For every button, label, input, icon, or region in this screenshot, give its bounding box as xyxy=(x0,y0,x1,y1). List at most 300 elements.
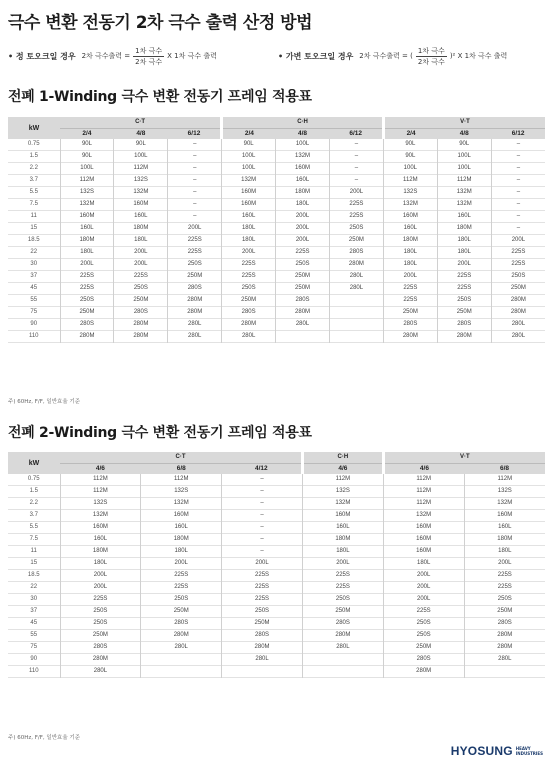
frame-cell: 200L xyxy=(168,223,222,235)
frame-cell: 180M xyxy=(497,536,513,542)
frame-cell: – xyxy=(222,486,303,498)
frame-cell: 225S xyxy=(222,570,303,582)
frame-cell: 132M xyxy=(222,175,276,187)
formula-lhs: 2차 극수출력 = ( xyxy=(359,52,413,60)
frame-cell: 280L xyxy=(302,642,383,654)
kw-cell: 3.7 xyxy=(8,510,60,522)
frame-cell: 225S xyxy=(383,295,437,307)
frame-cell: 112M xyxy=(437,175,491,187)
kw-cell: 15 xyxy=(8,223,60,235)
frame-cell: 225S xyxy=(329,199,383,211)
frame-cell: 280M xyxy=(497,644,513,650)
table-row xyxy=(8,594,545,606)
formula-rhs: X 1차 극수 출력 xyxy=(167,52,217,60)
frame-cell: 180L xyxy=(60,247,114,259)
group-header-ct: C·T xyxy=(60,117,222,129)
table-row xyxy=(8,235,545,247)
frame-cell: 100L xyxy=(437,151,491,163)
frame-cell xyxy=(222,666,303,678)
table-row xyxy=(8,223,545,235)
frame-cell: 280L xyxy=(141,642,222,654)
kw-cell: 110 xyxy=(8,331,60,343)
frame-cell xyxy=(302,666,383,678)
frame-cell: 90L xyxy=(60,139,114,151)
formula-row xyxy=(8,42,548,70)
kw-cell: 75 xyxy=(8,642,60,654)
frame-cell: 225S xyxy=(497,584,512,590)
frame-cell: 200L xyxy=(114,247,168,259)
frame-cell: 280M xyxy=(222,319,276,331)
frame-cell: 280S xyxy=(222,307,276,319)
frame-cell: 160L xyxy=(302,522,383,534)
frame-cell: 112M xyxy=(60,175,114,187)
frame-cell: 200L xyxy=(437,259,491,271)
frame-cell: 225S xyxy=(60,283,114,295)
frame-cell: 250M xyxy=(60,630,141,642)
logo-wordmark: HYOSUNG xyxy=(450,744,513,758)
frame-cell: 160M xyxy=(383,534,464,546)
frame-cell: 280M xyxy=(141,630,222,642)
pole-subheader: 4/8 xyxy=(114,129,168,140)
table-row xyxy=(8,307,545,319)
frame-cell: 132M xyxy=(437,187,491,199)
kw-header: kW xyxy=(8,452,60,474)
group-header-ch: C·H xyxy=(302,452,383,464)
frame-cell: 250M xyxy=(383,642,464,654)
frame-cell: 225S xyxy=(511,261,526,267)
pole-subheader: 2/4 xyxy=(222,129,276,140)
kw-cell: 45 xyxy=(8,283,60,295)
frame-cell: 160M xyxy=(60,522,141,534)
frame-cell xyxy=(329,295,383,307)
kw-header: kW xyxy=(8,117,60,139)
group-header-vt: V·T xyxy=(383,117,545,129)
table-row xyxy=(8,498,545,510)
frame-cell: 250S xyxy=(60,606,141,618)
frame-cell: 250M xyxy=(276,271,330,283)
frame-cell: 280L xyxy=(222,331,276,343)
logo-sub-heavy: HEAVY xyxy=(515,746,531,751)
frame-cell: 250S xyxy=(302,594,383,606)
frame-cell: – xyxy=(329,151,383,163)
pole-subheader: 6/12 xyxy=(491,129,545,140)
frame-cell: 280M xyxy=(168,307,222,319)
frame-cell xyxy=(276,331,330,343)
frame-cell: 132S xyxy=(383,187,437,199)
frame-cell: 280L xyxy=(511,321,526,327)
frame-cell: 280L xyxy=(498,656,512,662)
formula-lhs: 2차 극수출력 = xyxy=(81,52,131,60)
frame-cell: 132M xyxy=(60,199,114,211)
kw-cell: 1.5 xyxy=(8,486,60,498)
frame-cell: 180L xyxy=(141,546,222,558)
table-row xyxy=(8,642,545,654)
group-header-vt: V·T xyxy=(383,452,545,464)
frame-cell: 160L xyxy=(383,223,437,235)
frame-cell: 180L xyxy=(114,235,168,247)
frame-cell: – xyxy=(222,534,303,546)
frame-cell: 225S xyxy=(497,572,512,578)
frame-cell: – xyxy=(516,225,521,231)
frame-cell: 225S xyxy=(329,211,383,223)
table-row xyxy=(8,630,545,642)
frame-cell: 180L xyxy=(222,223,276,235)
frame-cell: 180L xyxy=(498,548,512,554)
frame-cell: – xyxy=(516,165,521,171)
frame-cell: 160M xyxy=(141,510,222,522)
frame-cell: – xyxy=(516,189,521,195)
frame-cell: 280S xyxy=(141,618,222,630)
kw-cell: 30 xyxy=(8,594,60,606)
kw-cell: 75 xyxy=(8,307,60,319)
constant-torque-formula xyxy=(8,42,217,70)
frame-cell: 280S xyxy=(114,307,168,319)
frame-cell: 160M xyxy=(114,199,168,211)
frame-cell: 200L xyxy=(329,187,383,199)
frame-cell: 280M xyxy=(383,331,437,343)
frame-cell: 200L xyxy=(383,582,464,594)
fraction-denominator: 2차 극수 xyxy=(417,57,445,66)
frame-cell: – xyxy=(222,546,303,558)
frame-cell: 250S xyxy=(141,594,222,606)
hyosung-logo xyxy=(451,744,543,758)
frame-cell: 200L xyxy=(276,223,330,235)
frame-cell: 250S xyxy=(329,223,383,235)
frame-cell: 100L xyxy=(222,163,276,175)
table1 xyxy=(8,117,545,343)
kw-cell: 3.7 xyxy=(8,175,60,187)
frame-cell: 160M xyxy=(276,163,330,175)
frame-cell: 280M xyxy=(168,295,222,307)
frame-cell: 160M xyxy=(222,187,276,199)
kw-cell: 7.5 xyxy=(8,199,60,211)
frame-cell: 225S xyxy=(276,247,330,259)
frame-cell: 180M xyxy=(141,534,222,546)
frame-cell: 280M xyxy=(497,632,513,638)
frame-cell: – xyxy=(222,522,303,534)
frame-cell: 132M xyxy=(141,498,222,510)
frame-cell: 200L xyxy=(276,235,330,247)
frame-cell: 200L xyxy=(60,570,141,582)
table-row xyxy=(8,331,545,343)
frame-cell: 280S xyxy=(60,642,141,654)
table1-note: 주) 60Hz, F/F, 일반효율 기준 xyxy=(8,399,81,405)
fraction-numerator: 1차 극수 xyxy=(135,46,163,55)
frame-cell: 225S xyxy=(222,259,276,271)
table-row xyxy=(8,283,545,295)
frame-cell: 280S xyxy=(329,247,383,259)
table-row xyxy=(8,570,545,582)
table-row xyxy=(8,187,545,199)
frame-cell: 112M xyxy=(114,163,168,175)
frame-cell: 180L xyxy=(437,235,491,247)
frame-cell: 250S xyxy=(60,618,141,630)
fraction-denominator: 2차 극수 xyxy=(135,57,163,66)
frame-cell: 180L xyxy=(302,546,383,558)
frame-cell: 132M xyxy=(276,151,330,163)
frame-cell: 132S xyxy=(302,486,383,498)
frame-cell: 250M xyxy=(168,271,222,283)
frame-cell: 280L xyxy=(168,319,222,331)
frame-cell: 280S xyxy=(222,630,303,642)
kw-cell: 55 xyxy=(8,295,60,307)
kw-cell: 45 xyxy=(8,618,60,630)
frame-cell: 132M xyxy=(383,510,464,522)
frame-cell: 280M xyxy=(114,331,168,343)
frame-cell: 280M xyxy=(383,666,464,678)
frame-cell: – xyxy=(516,201,521,207)
frame-cell: 200L xyxy=(383,594,464,606)
kw-cell: 90 xyxy=(8,654,60,666)
frame-cell: 132M xyxy=(114,187,168,199)
frame-cell xyxy=(329,307,383,319)
frame-cell: 250S xyxy=(437,295,491,307)
kw-cell: 22 xyxy=(8,247,60,259)
frame-cell: 112M xyxy=(60,474,141,486)
group-header-ct: C·T xyxy=(60,452,302,464)
frame-cell: 250M xyxy=(510,285,526,291)
table-row xyxy=(8,510,545,522)
frame-cell: 160M xyxy=(60,211,114,223)
frame-cell: 180L xyxy=(383,558,464,570)
frame-cell: 160M xyxy=(383,211,437,223)
frame-cell: 225S xyxy=(383,606,464,618)
frame-cell xyxy=(302,654,383,666)
frame-cell: 90L xyxy=(114,139,168,151)
table-row xyxy=(8,259,545,271)
frame-cell: 225S xyxy=(437,271,491,283)
frame-cell: 112M xyxy=(383,498,464,510)
frame-cell xyxy=(464,666,545,678)
frame-cell: 180L xyxy=(276,199,330,211)
frame-cell: 280M xyxy=(276,307,330,319)
frame-cell: 200L xyxy=(383,570,464,582)
pole-subheader: 4/6 xyxy=(302,464,383,475)
frame-cell: 280M xyxy=(329,259,383,271)
frame-cell: 160M xyxy=(222,199,276,211)
frame-cell: 112M xyxy=(383,175,437,187)
frame-cell: 200L xyxy=(383,271,437,283)
kw-cell: 37 xyxy=(8,606,60,618)
frame-cell: 200L xyxy=(222,247,276,259)
table-row xyxy=(8,558,545,570)
frame-cell: – xyxy=(168,163,222,175)
kw-cell: 7.5 xyxy=(8,534,60,546)
frame-cell: 112M xyxy=(383,474,464,486)
kw-cell: 2.2 xyxy=(8,498,60,510)
frame-cell: 160L xyxy=(437,211,491,223)
frame-cell: 280L xyxy=(60,666,141,678)
kw-cell: 18.5 xyxy=(8,235,60,247)
frame-cell: 280S xyxy=(276,295,330,307)
frame-cell: 180M xyxy=(114,223,168,235)
formula-label: • 가변 토오크일 경우 xyxy=(278,51,354,61)
frame-cell: 225S xyxy=(302,582,383,594)
frame-cell: 100L xyxy=(222,151,276,163)
pole-subheader: 2/4 xyxy=(60,129,114,140)
formula-fraction xyxy=(133,46,164,67)
frame-cell: 225S xyxy=(60,594,141,606)
frame-cell: 132S xyxy=(141,486,222,498)
frame-cell: 160M xyxy=(497,512,513,518)
table-row xyxy=(8,211,545,223)
table-row xyxy=(8,295,545,307)
frame-cell: 280M xyxy=(60,331,114,343)
frame-cell: – xyxy=(222,474,303,486)
frame-cell: 160L xyxy=(60,223,114,235)
frame-cell: 132M xyxy=(60,510,141,522)
table1-title: 전폐 1-Winding 극수 변환 전동기 프레임 적용표 xyxy=(8,89,312,105)
frame-cell: 132S xyxy=(114,175,168,187)
pole-subheader: 6/12 xyxy=(168,129,222,140)
page-title: 극수 변환 전동기 2차 극수 출력 산정 방법 xyxy=(8,13,313,33)
frame-cell: 200L xyxy=(60,582,141,594)
frame-cell: – xyxy=(329,139,383,151)
frame-cell: 200L xyxy=(498,560,512,566)
frame-cell: 90L xyxy=(383,139,437,151)
frame-cell: 200L xyxy=(141,558,222,570)
frame-cell: 250M xyxy=(222,618,303,630)
frame-cell: 132S xyxy=(60,187,114,199)
frame-cell: 160L xyxy=(222,211,276,223)
kw-cell: 90 xyxy=(8,319,60,331)
frame-cell: 112M xyxy=(141,474,222,486)
frame-cell: 90L xyxy=(222,139,276,151)
table2-note: 주) 60Hz, F/F, 일반효율 기준 xyxy=(8,735,81,741)
table-row xyxy=(8,139,545,151)
frame-cell: 200L xyxy=(60,259,114,271)
frame-cell: 90L xyxy=(383,151,437,163)
kw-cell: 0.75 xyxy=(8,474,60,486)
frame-cell: 160L xyxy=(141,522,222,534)
frame-cell: 280S xyxy=(497,620,512,626)
frame-cell: 132M xyxy=(437,199,491,211)
frame-cell: 160L xyxy=(114,211,168,223)
table-row xyxy=(8,474,545,486)
group-header-ch: C·H xyxy=(222,117,384,129)
frame-cell: 90L xyxy=(60,151,114,163)
frame-cell: 180M xyxy=(60,235,114,247)
frame-cell: 250S xyxy=(383,630,464,642)
frame-cell: 200L xyxy=(276,211,330,223)
kw-cell: 110 xyxy=(8,666,60,678)
frame-cell: 280L xyxy=(329,283,383,295)
table-row xyxy=(8,486,545,498)
pole-subheader: 4/8 xyxy=(276,129,330,140)
formula-label: • 정 토오크일 경우 xyxy=(8,51,76,61)
frame-cell: 250M xyxy=(114,295,168,307)
frame-cell: 250M xyxy=(383,307,437,319)
frame-cell: 100L xyxy=(60,163,114,175)
frame-cell: 200L xyxy=(222,558,303,570)
frame-cell: 280S xyxy=(383,654,464,666)
kw-cell: 22 xyxy=(8,582,60,594)
table-row xyxy=(8,546,545,558)
frame-cell: 100L xyxy=(437,163,491,175)
frame-cell: 250M xyxy=(329,235,383,247)
frame-cell: 280L xyxy=(329,271,383,283)
frame-cell: 100L xyxy=(114,151,168,163)
frame-cell: 225S xyxy=(168,247,222,259)
frame-cell: 280M xyxy=(510,297,526,303)
pole-subheader: 6/8 xyxy=(141,464,222,475)
frame-cell: – xyxy=(516,177,521,183)
frame-cell: 225S xyxy=(222,271,276,283)
frame-cell: – xyxy=(168,199,222,211)
table-row xyxy=(8,582,545,594)
frame-cell: 280L xyxy=(511,333,526,339)
frame-cell: 200L xyxy=(114,259,168,271)
frame-cell: 280M xyxy=(510,309,526,315)
frame-cell: – xyxy=(329,175,383,187)
frame-cell: – xyxy=(168,175,222,187)
logo-subtext xyxy=(516,746,543,756)
frame-cell: 280M xyxy=(222,642,303,654)
table-row xyxy=(8,271,545,283)
kw-cell: 11 xyxy=(8,546,60,558)
kw-cell: 55 xyxy=(8,630,60,642)
frame-cell: 225S xyxy=(168,235,222,247)
frame-cell: 280M xyxy=(60,654,141,666)
frame-cell: 225S xyxy=(141,582,222,594)
frame-cell: 200L xyxy=(511,237,526,243)
frame-cell: 280S xyxy=(383,319,437,331)
frame-cell: 250S xyxy=(222,283,276,295)
frame-cell: 225S xyxy=(511,249,526,255)
frame-cell: 250M xyxy=(276,283,330,295)
frame-cell: 180L xyxy=(60,558,141,570)
logo-sub-industries: INDUSTRIES xyxy=(515,751,543,756)
frame-cell: 160M xyxy=(383,522,464,534)
table-row xyxy=(8,618,545,630)
frame-cell: 280M xyxy=(437,331,491,343)
table-row xyxy=(8,199,545,211)
frame-cell: 112M xyxy=(60,486,141,498)
pole-subheader: 4/6 xyxy=(383,464,464,475)
frame-cell xyxy=(329,331,383,343)
frame-cell: 280M xyxy=(302,630,383,642)
frame-cell: 180L xyxy=(437,247,491,259)
frame-cell: 250S xyxy=(383,618,464,630)
frame-cell: 225S xyxy=(141,570,222,582)
frame-cell: 280S xyxy=(60,319,114,331)
frame-cell: 180L xyxy=(222,235,276,247)
frame-cell: 250S xyxy=(114,283,168,295)
frame-cell: 225S xyxy=(60,271,114,283)
frame-cell: 180M xyxy=(60,546,141,558)
kw-cell: 37 xyxy=(8,271,60,283)
frame-cell: 180L xyxy=(383,259,437,271)
pole-subheader: 4/8 xyxy=(437,129,491,140)
frame-cell: 200L xyxy=(302,558,383,570)
frame-cell: – xyxy=(168,151,222,163)
table-row xyxy=(8,654,545,666)
table-row xyxy=(8,151,545,163)
frame-cell: 225S xyxy=(114,271,168,283)
frame-cell: 180M xyxy=(302,534,383,546)
frame-cell: – xyxy=(516,153,521,159)
frame-cell: 132M xyxy=(383,199,437,211)
frame-cell: 250S xyxy=(60,295,114,307)
frame-cell: 160M xyxy=(302,510,383,522)
frame-cell: 250S xyxy=(168,259,222,271)
frame-cell: 180M xyxy=(383,235,437,247)
frame-cell: 225S xyxy=(222,582,303,594)
frame-cell: 280L xyxy=(276,319,330,331)
frame-cell: 250M xyxy=(497,608,513,614)
frame-cell xyxy=(329,319,383,331)
table-row xyxy=(8,606,545,618)
